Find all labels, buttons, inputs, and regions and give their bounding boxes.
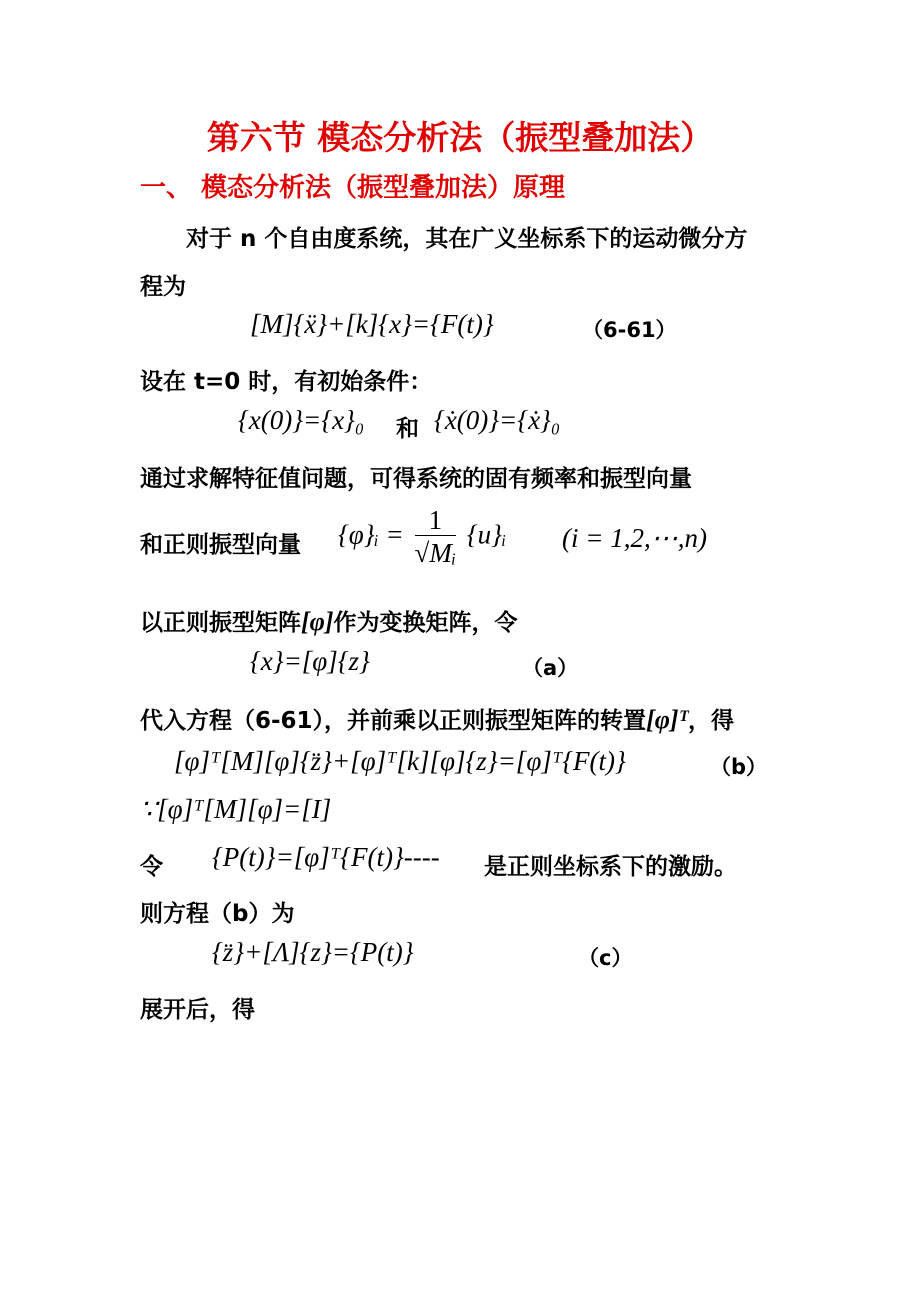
matrix-phi-transpose-symbol: [φ]ᵀ — [646, 705, 688, 734]
paragraph-transform — [140, 604, 518, 637]
equation-tag-a: （a） — [522, 656, 579, 680]
fraction-denominator: √Mᵢ — [414, 538, 457, 568]
paragraph-equation-b: 则方程（b）为 — [140, 901, 295, 927]
paragraph-substitute-a: 代入方程（6-61），并前乘以正则振型矩阵的转置 — [140, 708, 647, 734]
paragraph-intro-line1: 对于 n 个自由度系统，其在广义坐标系下的运动微分方 — [186, 226, 748, 252]
equation-tag-b: （b） — [710, 755, 768, 779]
equation-6-61: [M]{ẍ}+[k]{x}={F(t)} — [250, 309, 494, 339]
equation-because-identity: ∵[φ]ᵀ[M][φ]=[I] — [140, 794, 332, 824]
fraction-numerator: 1 — [415, 505, 457, 536]
excitation-description: 是正则坐标系下的激励。 — [484, 854, 737, 880]
fraction — [415, 505, 457, 570]
equation-tag-c: （c） — [578, 946, 633, 970]
equation-normal-mode-lhs: {φ}ᵢ = — [338, 519, 404, 550]
paragraph-transform-b: 作为变换矩阵，令 — [333, 610, 518, 636]
paragraph-expand: 展开后，得 — [140, 997, 255, 1023]
paragraph-eigen: 通过求解特征值问题，可得系统的固有频率和振型向量 — [140, 466, 692, 492]
conjunction-and: 和 — [396, 416, 419, 442]
paragraph-transform-a: 以正则振型矩阵 — [140, 610, 301, 636]
equation-initial-displacement: {x(0)}={x}₀ — [238, 405, 365, 435]
section-heading: 一、 模态分析法（振型叠加法）原理 — [140, 173, 566, 203]
equation-index-range: (i = 1,2,⋯,n) — [562, 523, 707, 553]
equation-excitation: {P(t)}=[φ]ᵀ{F(t)}---- — [212, 842, 440, 872]
paragraph-normal-mode-label: 和正则振型向量 — [140, 532, 301, 558]
equation-initial-velocity: {ẋ(0)}={ẋ}₀ — [434, 405, 561, 435]
paragraph-substitute — [140, 702, 734, 735]
matrix-phi-symbol: [φ] — [301, 607, 334, 636]
equation-a: {x}=[φ]{z} — [250, 646, 370, 676]
equation-c: {z̈}+[Λ]{z}={P(t)} — [212, 937, 414, 967]
let-label: 令 — [140, 854, 163, 880]
page-title: 第六节 模态分析法（振型叠加法） — [206, 118, 714, 157]
paragraph-intro-line2: 程为 — [140, 274, 186, 300]
equation-b: [φ]ᵀ[M][φ]{z̈}+[φ]ᵀ[k][φ]{z}=[φ]ᵀ{F(t)} — [174, 746, 626, 776]
initial-condition-text: 设在 t=0 时，有初始条件： — [140, 369, 433, 395]
equation-normal-mode — [338, 505, 506, 570]
paragraph-substitute-b: ，得 — [687, 708, 734, 734]
equation-normal-mode-rhs: {u}ᵢ — [466, 519, 507, 550]
equation-tag-6-61: （6-61） — [582, 318, 677, 342]
